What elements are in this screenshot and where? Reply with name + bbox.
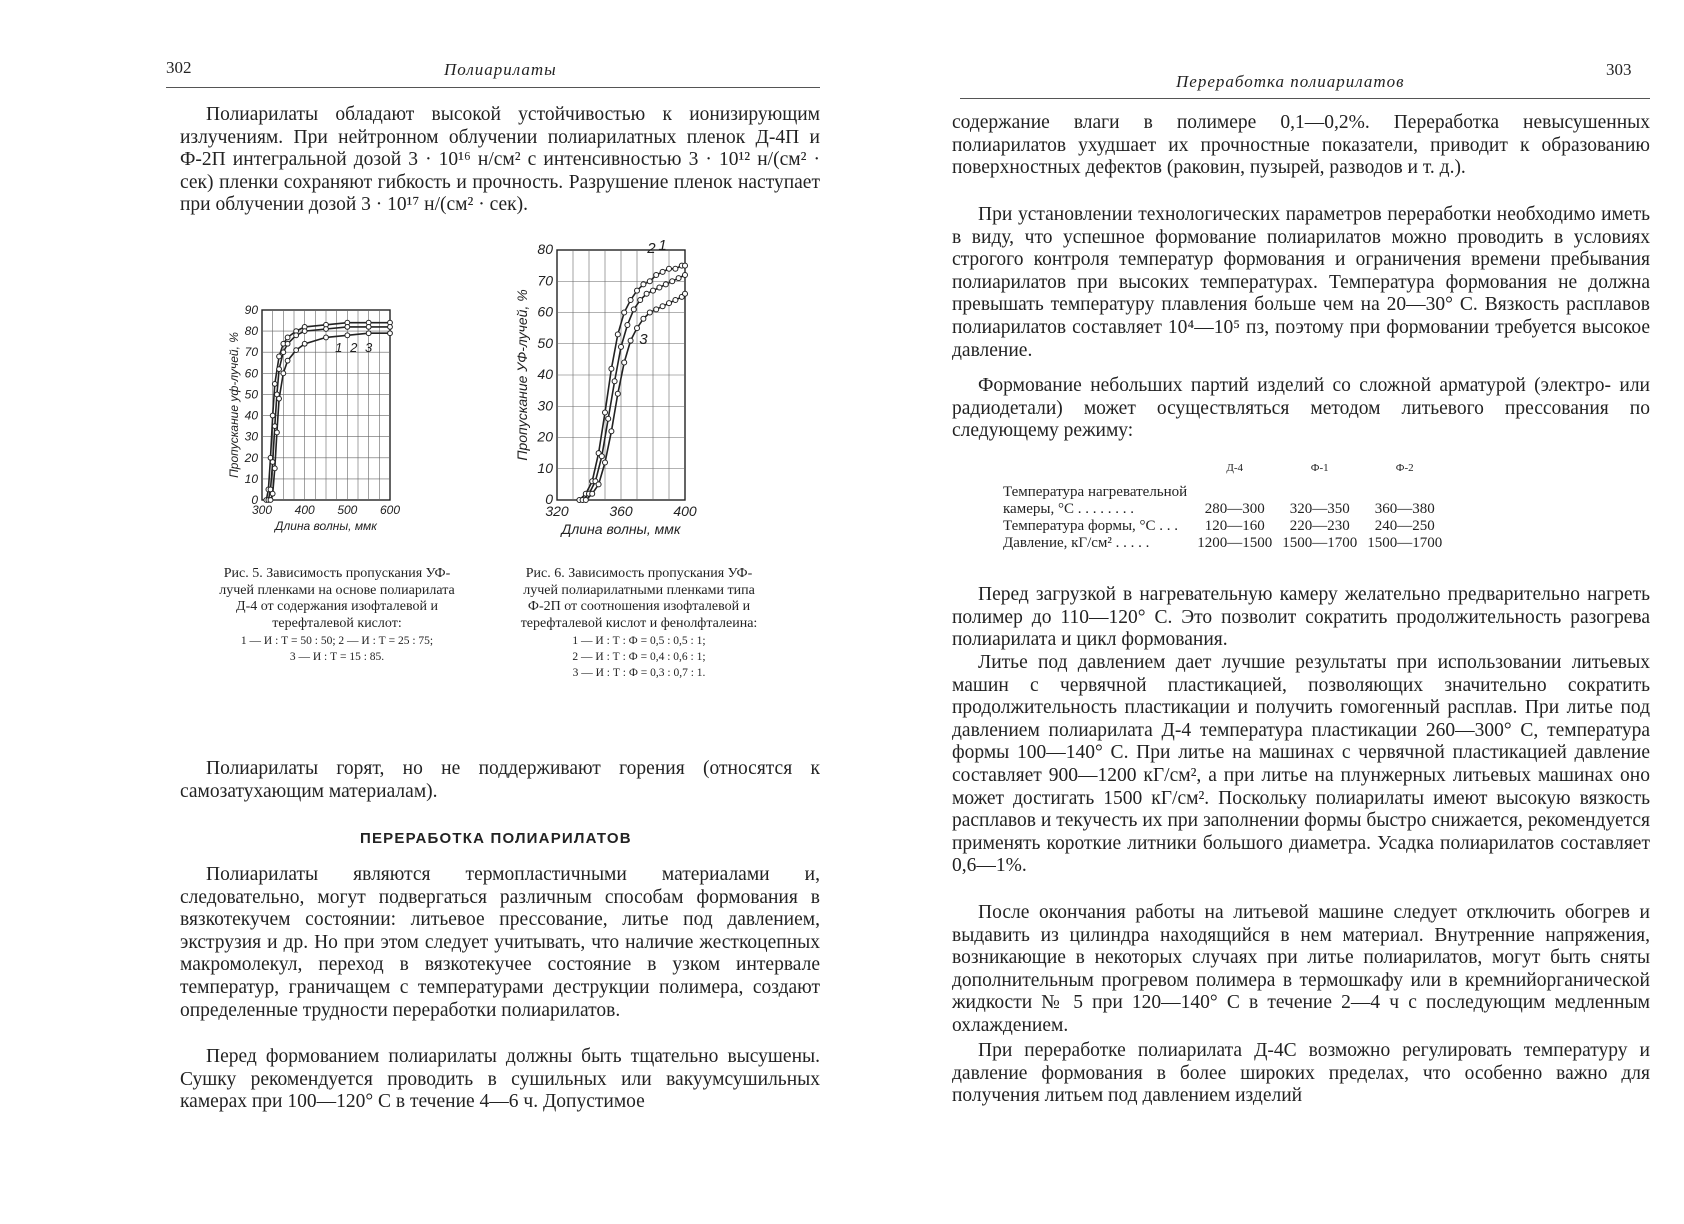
series-label-1: 1 <box>658 237 667 254</box>
data-point <box>596 482 601 487</box>
page-number: 302 <box>166 58 192 77</box>
data-point <box>660 269 665 274</box>
figure-6-chart <box>514 237 765 560</box>
data-point <box>366 324 371 329</box>
x-tick-label: 360 <box>609 503 633 519</box>
table-cell: 1500—1700 <box>1367 535 1443 551</box>
paragraph-after-work: После окончания работы на литьевой машине следует отключить обогрев и выдавить из цилиндра находящийся в нем материал. Внутренние напряжения, возникающие в некоторых случаях при литье полиарилатов, могут быть сняты дополнительным прогревом полимера в термошкафу или в кремнийорганической жидкости № 5 при 120—140° С в течение 2—4 ч с последующим медленным охлаждением. <box>952 902 1650 1036</box>
paragraph-burning: Полиарилаты горят, но не поддерживают горения (относятся к самозатухающим материалам). <box>180 758 820 802</box>
processing-mode-table <box>998 462 1447 552</box>
series-label-3: 3 <box>365 340 373 356</box>
figure-6-legend-1: 1 — И : Т : Ф = 0,5 : 0,5 : 1; <box>572 635 706 647</box>
row-label: Давление, кГ/см² . . . . . <box>1003 535 1150 551</box>
data-point <box>609 366 614 371</box>
data-point <box>294 348 299 353</box>
figure-5-legend-b: 3 — И : Т = 15 : 85. <box>289 651 385 663</box>
paragraph-injection: Литье под давлением дает лучшие результаты при использовании литьевых машин с червячной пластикацией, позволяющих значительно сократить продолжительность пластикации и получить гомогенный расплав. При литье под давлением полиарилата Д-4 температура пластикации 260—300° С, температура формы 100—140° С. При литье на машинах с червячной пластикацией давление составляет 900—1200 кГ/см², а при литье на плунжерных литьевых машинах оно может достигать 1500 кГ/см². Поскольку полиарилаты имеют высокую вязкость расплавов и текучесть их при заполнении формы быстро снижается, рекомендуется применять короткие литники большого диаметра. Усадка полиарилатов составляет 0,6—1%. <box>952 652 1650 877</box>
data-point <box>651 288 656 293</box>
data-point <box>281 371 286 376</box>
y-tick-label: 70 <box>244 345 258 360</box>
figure-5-legend-a: 1 — И : Т = 50 : 50; 2 — И : Т = 25 : 75; <box>240 635 434 647</box>
data-point <box>683 273 688 278</box>
table-cell: 1200—1500 <box>1197 535 1273 551</box>
table-cell: 1500—1700 <box>1282 535 1358 551</box>
table-row <box>998 518 1447 535</box>
figure-6-caption: Рис. 6. Зависимость пропускания УФ-лучей полиарилатными пленками типа Ф-2П от соотношения изофталевой и терефталевой кислот и фенолфталеина: 1 — И : Т : Ф = 0,5 : 0,5 : 1; 2 — И : Т : Ф = 0,4 : 0,6 : 1; 3 — И : Т : Ф = 0,3 : 0,7 : 1. <box>512 566 766 680</box>
data-point <box>285 335 290 340</box>
paragraph-preheat: Перед загрузкой в нагревательную камеру желательно предварительно нагреть полимер до 110—120° С. Это позволит сократить продолжительность разогрева полиарилата и цикл формования. <box>952 584 1650 651</box>
data-point <box>345 324 350 329</box>
data-point <box>345 333 350 338</box>
table-cell: 320—350 <box>1289 501 1350 517</box>
column-header: Ф-2 <box>1395 462 1414 474</box>
table-header-row <box>998 462 1447 484</box>
table-row <box>998 484 1447 518</box>
data-point <box>670 279 675 284</box>
x-tick-label: 600 <box>379 503 401 517</box>
y-tick-label: 20 <box>244 450 258 465</box>
data-point <box>660 304 665 309</box>
running-head: Полиарилаты <box>444 60 557 79</box>
running-head: Переработка полиарилатов <box>1176 72 1405 91</box>
table-cell: 280—300 <box>1204 501 1265 517</box>
data-point <box>603 460 608 465</box>
data-point <box>294 333 299 338</box>
paragraph-drying: Перед формованием полиарилаты должны быть тщательно высушены. Сушку рекомендуется проводить в сушильных или вакуумсушильных камерах при 100—120° С в течение 4—6 ч. Допустимое <box>180 1046 820 1113</box>
data-point <box>615 391 620 396</box>
section-heading: ПЕРЕРАБОТКА ПОЛИАРИЛАТОВ <box>360 830 632 847</box>
data-point <box>673 298 678 303</box>
data-point <box>275 430 280 435</box>
data-point <box>270 413 275 418</box>
data-point <box>628 298 633 303</box>
x-tick-label: 320 <box>545 503 569 519</box>
data-point <box>647 310 652 315</box>
data-point <box>277 354 282 359</box>
row-label: Температура формы, °С . . . <box>1003 518 1179 534</box>
y-tick-label: 30 <box>537 397 553 414</box>
column-header: Д-4 <box>1226 462 1244 474</box>
data-point <box>324 327 329 332</box>
page-number: 303 <box>1606 60 1632 79</box>
data-point <box>663 282 668 287</box>
data-point <box>657 285 662 290</box>
data-point <box>272 381 277 386</box>
y-axis-label: Пропускание УФ-лучей, % <box>514 289 530 461</box>
header-rule <box>960 98 1650 99</box>
y-tick-label: 70 <box>537 272 553 289</box>
data-point <box>638 298 643 303</box>
data-point <box>583 498 588 503</box>
paragraph-parameters: При установлении технологических параметров переработки необходимо иметь в виду, что успешное формование полиарилатов можно проводить в условиях строгого контроля температур формования и ограничения времени пребывания полиарилатов при высоких температурах. Температура формования не должна превышать температуру плавления больше чем на 20—30° С. Вязкость расплавов полиарилатов составляет 10⁴—10⁵ пз, поэтому при формовании требуется высокое давление. <box>952 204 1650 361</box>
data-point <box>625 323 630 328</box>
data-point <box>285 341 290 346</box>
y-tick-label: 80 <box>244 324 258 339</box>
data-point <box>599 454 604 459</box>
x-tick-label: 400 <box>294 503 315 517</box>
data-point <box>654 273 659 278</box>
data-point <box>654 307 659 312</box>
data-point <box>615 332 620 337</box>
series-line-3 <box>586 294 685 500</box>
y-tick-label: 60 <box>244 366 258 381</box>
table-cell: 220—230 <box>1289 518 1350 534</box>
data-point <box>676 276 681 281</box>
y-tick-label: 30 <box>244 429 258 444</box>
table-cell: 120—160 <box>1204 518 1265 534</box>
figure-6-legend-2: 2 — И : Т : Ф = 0,4 : 0,6 : 1; <box>572 651 706 663</box>
data-point <box>644 291 649 296</box>
data-point <box>667 266 672 271</box>
data-point <box>281 350 286 355</box>
y-tick-label: 10 <box>244 471 258 486</box>
paragraph-d4c: При переработке полиарилата Д-4С возможно регулировать температуру и давление формования в более широких пределах, что особенно важно для получения литьем под давлением изделий <box>952 1040 1650 1107</box>
y-tick-label: 20 <box>537 428 553 445</box>
data-point <box>641 316 646 321</box>
data-point <box>277 396 282 401</box>
column-header: Ф-1 <box>1310 462 1329 474</box>
data-point <box>628 338 633 343</box>
series-label-1: 1 <box>335 340 343 356</box>
data-point <box>635 288 640 293</box>
x-tick-label: 300 <box>251 503 273 517</box>
y-tick-label: 0 <box>545 491 553 507</box>
figure-5-chart <box>227 300 440 550</box>
figure-5-caption: Рис. 5. Зависимость пропускания УФ-лучей пленками на основе полиарилата Д-4 от содержания изофталевой и терефталевой кислот: 1 — И : Т = 50 : 50; 2 — И : Т = 25 : 75; 3 — И : Т = 15 : 85. <box>210 566 464 664</box>
data-point <box>324 335 329 340</box>
figure-6-legend-3: 3 — И : Т : Ф = 0,3 : 0,7 : 1. <box>572 667 706 679</box>
data-point <box>622 310 627 315</box>
data-point <box>590 491 595 496</box>
data-point <box>302 341 307 346</box>
data-point <box>388 331 393 336</box>
y-axis-label: Пропускание уф-лучей, % <box>227 332 241 478</box>
y-tick-label: 0 <box>251 493 258 507</box>
data-point <box>612 379 617 384</box>
table-cell: 360—380 <box>1374 501 1435 517</box>
x-axis-label: Длина волны, ммк <box>275 519 377 533</box>
paragraph-processing: Полиарилаты являются термопластичными материалами и, следовательно, могут подвергаться различным способам формования в вязкотекучем состоянии: литьевое прессование, литье под давлением, экструзия и др. Но при этом следует учитывать, что наличие жесткоцепных макромолекул, переход в вязкотекучее состояние в узком интервале температур, граничащем с температурами деструкции полимера, создают определенные трудности переработки полиарилатов. <box>180 864 820 1021</box>
data-point <box>388 324 393 329</box>
data-point <box>622 360 627 365</box>
y-tick-label: 50 <box>537 334 553 351</box>
paragraph-radiation: Полиарилаты обладают высокой устойчивостью к ионизирующим излучениям. При нейтронном облучении полиарилатных пленок Д-4П и Ф-2П интегральной дозой 3 · 10¹⁶ н/см² с интенсивностью 3 · 10¹² н/(см² · сек) пленки сохраняют гибкость и прочность. Разрушение пленок наступает при облучении дозой 3 · 10¹⁷ н/(см² · сек). <box>180 104 820 216</box>
y-tick-label: 90 <box>244 303 258 317</box>
x-axis-label: Длина волны, ммк <box>561 521 681 537</box>
data-point <box>673 266 678 271</box>
y-tick-label: 60 <box>537 303 553 320</box>
data-point <box>270 491 275 496</box>
table-row <box>998 535 1447 552</box>
data-point <box>268 498 273 503</box>
data-point <box>641 282 646 287</box>
series-label-2: 2 <box>647 240 656 258</box>
table-cell: 240—250 <box>1374 518 1435 534</box>
y-tick-label: 10 <box>537 459 553 476</box>
data-point <box>619 344 624 349</box>
x-tick-label: 400 <box>673 503 697 519</box>
paragraph-moisture: содержание влаги в полимере 0,1—0,2%. Переработка невысушенных полиарилатов ухудшает их прочностные показатели, приводит к образованию поверхностных дефектов (раковин, пузырей, разводов и т. д.). <box>952 112 1650 179</box>
data-point <box>647 279 652 284</box>
data-point <box>683 291 688 296</box>
data-point <box>603 410 608 415</box>
series-label-3: 3 <box>639 330 648 348</box>
header-rule <box>166 87 820 88</box>
paragraph-small-batches: Формование небольших партий изделий со сложной арматурой (электро- или радиодетали) может осуществляться методом литьевого прессования по следующему режиму: <box>952 375 1650 442</box>
data-point <box>609 429 614 434</box>
x-tick-label: 500 <box>337 503 358 517</box>
y-tick-label: 50 <box>244 387 258 402</box>
data-point <box>606 416 611 421</box>
y-tick-label: 40 <box>244 408 258 423</box>
data-point <box>631 307 636 312</box>
data-point <box>366 331 371 336</box>
y-tick-label: 80 <box>537 241 553 257</box>
data-point <box>277 367 282 372</box>
data-point <box>272 466 277 471</box>
y-tick-label: 40 <box>537 366 553 382</box>
data-point <box>285 358 290 363</box>
data-point <box>683 263 688 268</box>
row-label: Температура нагревательной камеры, °С . . . . . . . . <box>1003 484 1188 517</box>
data-point <box>302 329 307 334</box>
series-label-2: 2 <box>350 340 358 356</box>
data-point <box>667 301 672 306</box>
